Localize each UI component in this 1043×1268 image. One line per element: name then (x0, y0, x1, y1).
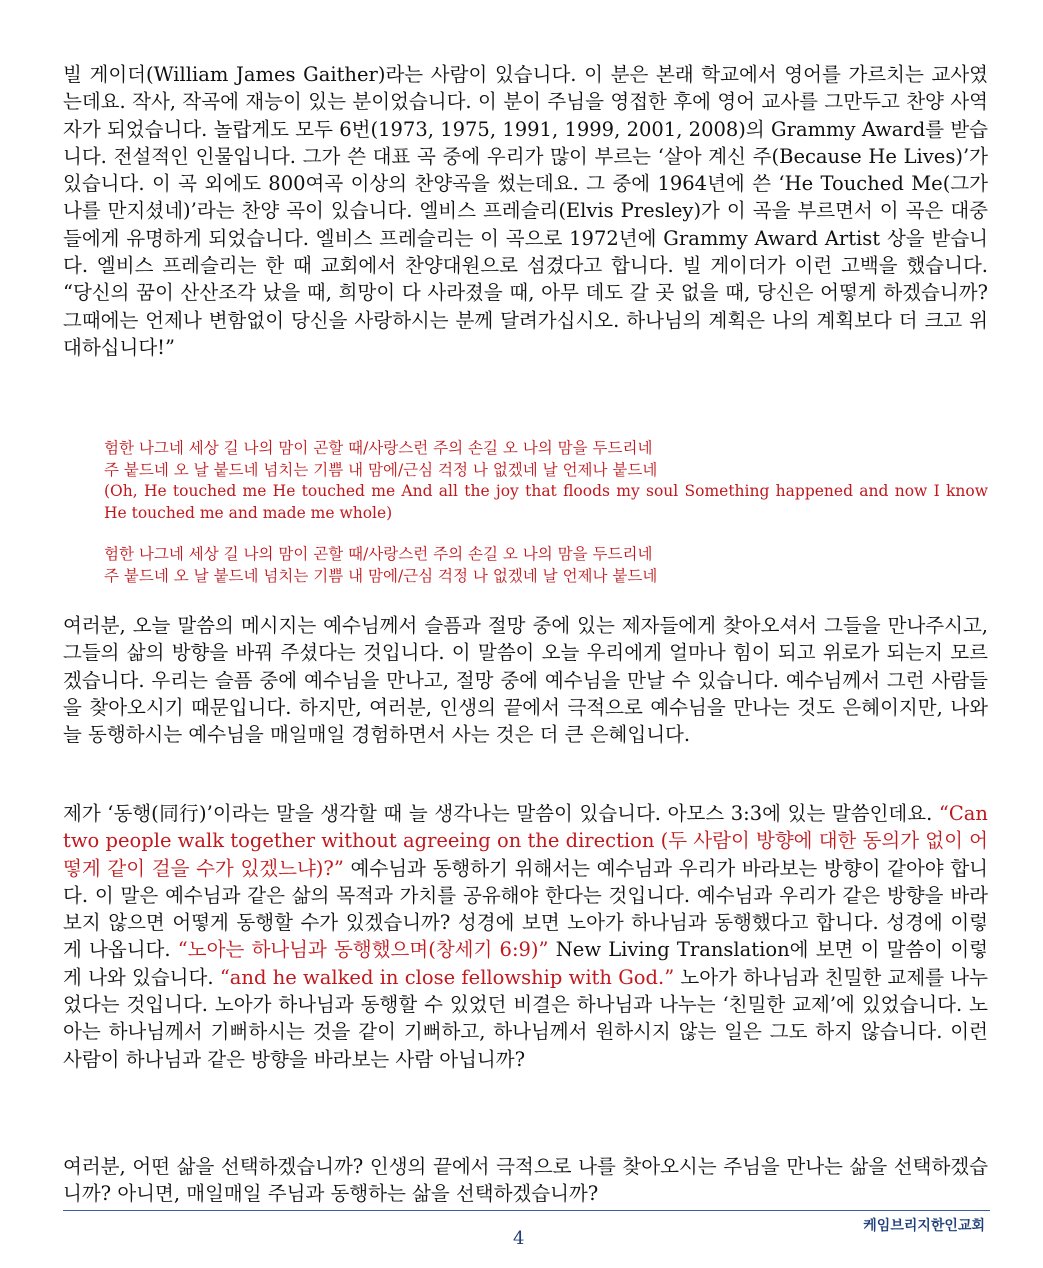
lyric-english: (Oh, He touched me He touched me And all the joy that floods my soul Something happened and now I know He touched me and made me whole) (104, 482, 988, 522)
quote-genesis: “노아는 하나님과 동행했으며(창세기 6:9)” (177, 938, 549, 962)
quote-nlt: “and he walked in close fellowship with God.” (219, 965, 675, 989)
paragraph-text: 예수님과 동행하기 위해서는 예수님과 우리가 바라보는 방향이 같아야 합니다. 이 말은 예수님과 같은 삶의 목적과 가치를 공유해야 한다는 것입니다. 예수님과 우리가 같은 방향을 바라보지 않으면 어떻게 동행할 수가 있겠습니까? 성경에 보면 노아가 하나님과 동행했다고 합니다. 성경에 이렇게 나옵니다. (63, 856, 989, 962)
lyric-line: 주 붙드네 오 날 붙드네 넘치는 기쁨 내 맘에/근심 걱정 나 없겠네 날 언제나 붙드네 (104, 566, 658, 585)
paragraph-gaither-story: 빌 게이더(William James Gaither)라는 사람이 있습니다. 이 분은 본래 학교에서 영어를 가르치는 교사였는데요. 작사, 작곡에 재능이 있는 분이었습니다. 이 분이 주님을 영접한 후에 영어 교사를 그만두고 찬양 사역자가 되었습니다. 놀랍게도 모두 6번(1973, 1975, 1991, 1999, 2001, 2008)의 Grammy Award를 받습니다. 전설적인 인물입니다. 그가 쓴 대표 곡 중에 우리가 많이 부르는 ‘살아 계신 주(Because He Lives)’가 있습니다. 이 곡 외에도 800여곡 이상의 찬양곡을 썼는데요. 그 중에 1964년에 쓴 ‘He Touched Me(그가 나를 만지셨네)’라는 찬양 곡이 있습니다. 엘비스 프레슬리(Elvis Presley)가 이 곡을 부르면서 이 곡은 대중들에게 유명하게 되었습니다. 엘비스 프레슬리는 이 곡으로 1972년에 Grammy Award Artist 상을 받습니다. 엘비스 프레슬리는 한 때 교회에서 찬양대원으로 섬겼다고 합니다. 빌 게이더가 이런 고백을 했습니다. “당신의 꿈이 산산조각 났을 때, 희망이 다 사라졌을 때, 아무 데도 갈 곳 없을 때, 당신은 어떻게 하겠습니까? 그때에는 언제나 변함없이 당신을 사랑하시는 분께 달려가십시오. 하나님의 계획은 나의 계획보다 더 크고 위대하십니다!” (63, 63, 988, 359)
lyric-line: 주 붙드네 오 날 붙드네 넘치는 기쁨 내 맘에/근심 걱정 나 없겠네 날 언제나 붙드네 (104, 460, 658, 479)
paragraph-walking-together (63, 800, 988, 1073)
lyrics-block-2 (104, 544, 988, 587)
paragraph-text: New Living Translation에 보면 이 말씀이 이렇게 나와 있습니다. (63, 938, 989, 989)
paragraph-choice: 여러분, 어떤 삶을 선택하겠습니까? 인생의 끝에서 극적으로 나를 찾아오시는 주님을 만나는 삶을 선택하겠습니까? 아니면, 매일매일 주님과 동행하는 삶을 선택하겠습니까? (63, 1155, 988, 1206)
quote-amos: “Can two people walk together without agreeing on the direction (두 사람이 방향에 대한 동의가 없이 어떻게 같이 걸을 수가 있겠느냐)?” (63, 802, 989, 880)
lyrics-block-1 (104, 438, 988, 524)
paragraph-message: 여러분, 오늘 말씀의 메시지는 예수님께서 슬픔과 절망 중에 있는 제자들에게 찾아오셔서 그들을 만나주시고, 그들의 삶의 방향을 바꿔 주셨다는 것입니다. 이 말씀이 오늘 우리에게 얼마나 힘이 되고 위로가 되는지 모르겠습니다. 우리는 슬픔 중에 예수님을 만나고, 절망 중에 예수님을 만날 수 있습니다. 예수님께서 그런 사람들을 찾아오시기 때문입니다. 하지만, 여러분, 인생의 끝에서 극적으로 예수님을 만나는 것도 은혜이지만, 나와 늘 동행하시는 예수님을 매일매일 경험하면서 사는 것은 더 큰 은혜입니다. (63, 614, 988, 747)
page-number: 4 (513, 1228, 525, 1249)
paragraph-text: 노아가 하나님과 친밀한 교제를 나누었다는 것입니다. 노아가 하나님과 동행할 수 있었던 비결은 하나님과 나누는 ‘친밀한 교제’에 있었습니다. 노아는 하나님께서 기뻐하시는 것을 같이 기뻐하고, 하나님께서 원하시지 않는 일은 그도 하지 않습니다. 이런 사람이 하나님과 같은 방향을 바라보는 사람 아닙니까? (63, 965, 988, 1071)
paragraph-text: 제가 ‘동행(同行)’이라는 말을 생각할 때 늘 생각나는 말씀이 있습니다. 아모스 3:3에 있는 말씀인데요. (63, 802, 939, 825)
footer-divider (63, 1210, 990, 1211)
church-name: 케임브리지한인교회 (863, 1218, 985, 1234)
lyric-line: 험한 나그네 세상 길 나의 맘이 곤할 때/사랑스런 주의 손길 오 나의 맘을 두드리네 (104, 439, 653, 457)
lyric-line: 험한 나그네 세상 길 나의 맘이 곤할 때/사랑스런 주의 손길 오 나의 맘을 두드리네 (104, 545, 653, 563)
